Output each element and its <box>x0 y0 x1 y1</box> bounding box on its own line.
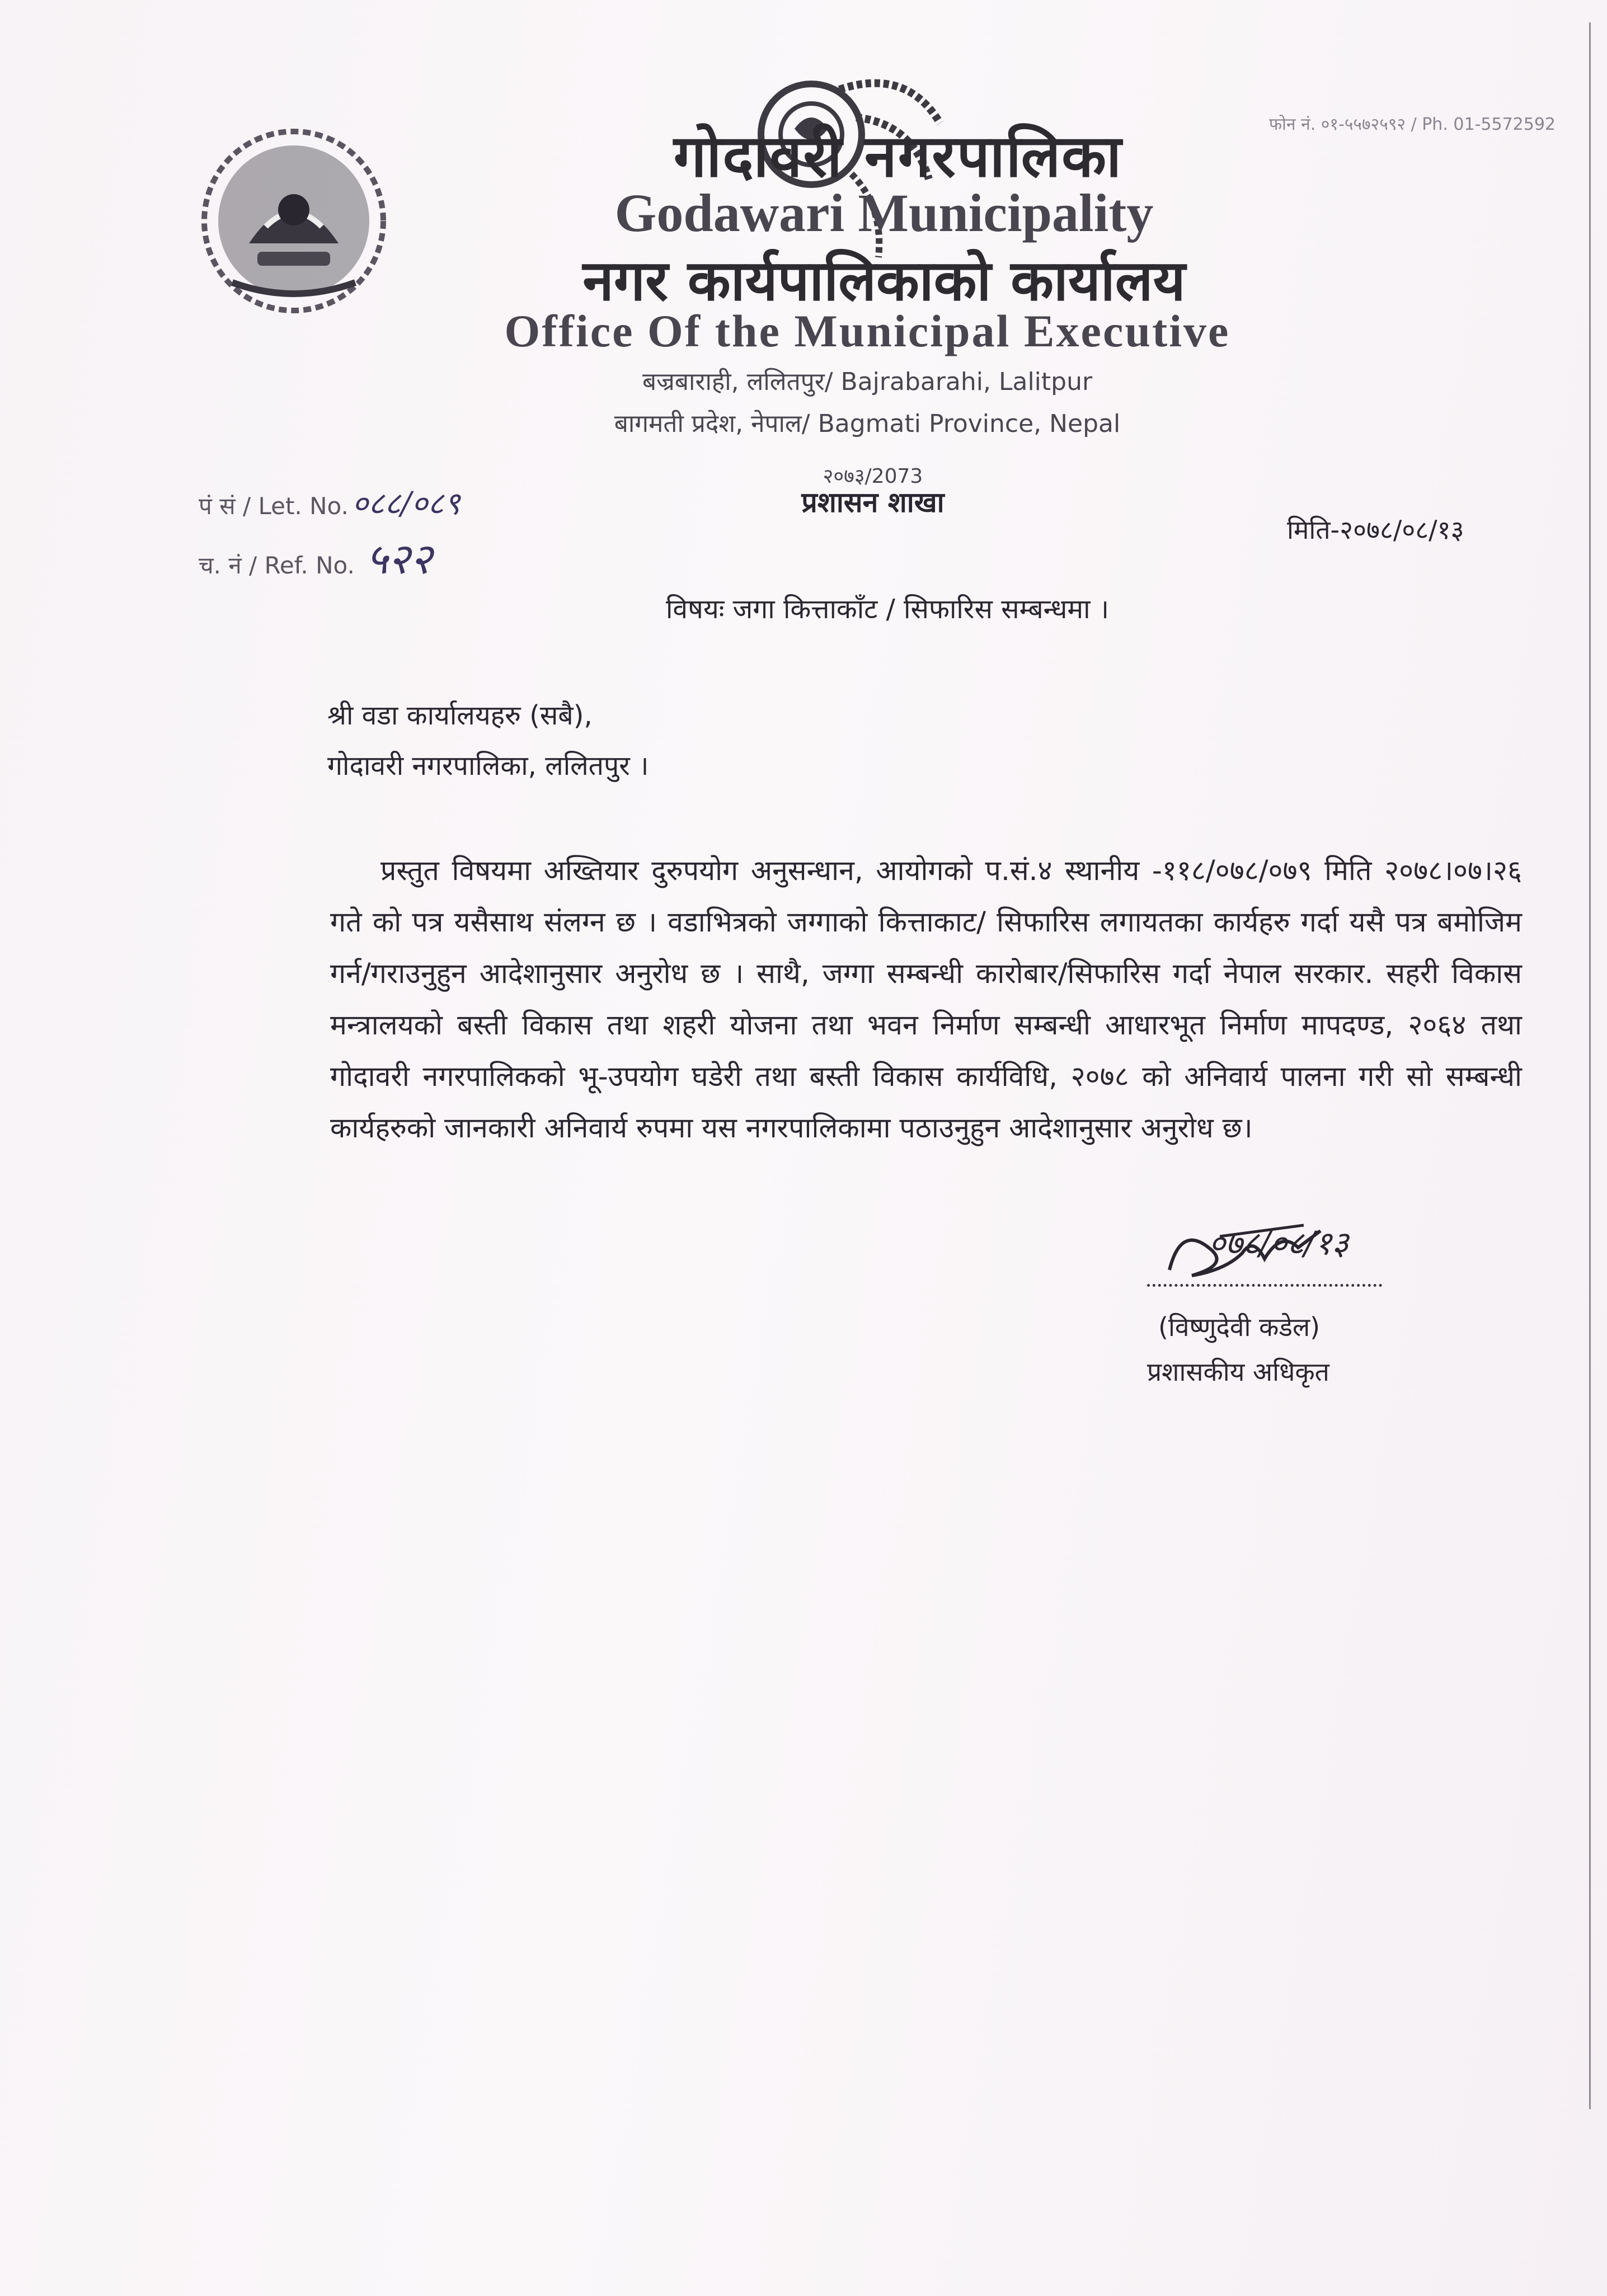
subject-line: विषयः जगा कित्ताकाँट / सिफारिस सम्बन्धमा । <box>666 594 1110 625</box>
office-name-nepali: नगर कार्यपालिकाको कार्यालय <box>582 247 1186 313</box>
branch-name: प्रशासन शाखा <box>801 486 945 519</box>
signature-line <box>1147 1284 1382 1287</box>
reference-number <box>199 529 432 586</box>
letter-body: प्रस्तुत विषयमा अख्तियार दुरुपयोग अनुसन्धान, आयोगको प.सं.४ स्थानीय -११८/०७८/०७९ मिति २०७८।०७।२६ गते को पत्र यसैसाथ संलग्न छ । वडाभित्रको जग्गाको कित्ताकाट/ सिफारिस लगायतका कार्यहरु गर्दा यसै पत्र बमोजिम गर्न/गराउनुहुन आदेशानुसार अनुरोध छ । साथै, जग्गा सम्बन्धी कारोबार/सिफारिस गर्दा नेपाल सरकार. सहरी विकास मन्त्रालयको बस्ती विकास तथा शहरी योजना तथा भवन निर्माण सम्बन्धी आधारभूत निर्माण मापदण्ड, २०६४ तथा गोदावरी नगरपालिकको भू-उपयोग घडेरी तथा बस्ती विकास कार्यविधि, २०७८ को अनिवार्य पालना गरी सो सम्बन्धी कार्यहरुको जानकारी अनिवार्य रुपमा यस नगरपालिकामा पठाउनुहुन आदेशानुसार अनुरोध छ। <box>330 854 1522 1144</box>
letter-number-value: ०८८/०८९ <box>351 486 461 522</box>
government-emblem-icon <box>199 126 389 316</box>
page-edge-line <box>1589 22 1591 2109</box>
letter-number <box>199 481 460 524</box>
address-line-1: बज्रबाराही, ललितपुर/ Bajrabarahi, Lalitpur <box>642 368 1093 396</box>
letter-number-label: पं सं / Let. No. <box>199 492 349 520</box>
office-name-english: Office Of the Municipal Executive <box>504 305 1230 356</box>
reference-number-label: च. नं / Ref. No. <box>199 552 355 579</box>
addressee-line-2: गोदावरी नगरपालिका, ललितपुर । <box>327 750 649 782</box>
phone-number: फोन नं. ०१-५५७२५९२ / Ph. 01-5572592 <box>1269 115 1556 134</box>
municipality-name-nepali: गोदावरी नगरपालिका <box>673 121 1123 190</box>
reference-number-value: ५२२ <box>365 534 433 584</box>
signatory-name: (विष्णुदेवी कडेल) <box>1158 1312 1321 1342</box>
addressee-line-1: श्री वडा कार्यालयहरु (सबै), <box>327 700 593 731</box>
letter-date: मिति-२०७८/०८/१३ <box>1287 515 1464 545</box>
fiscal-year: २०७३/2073 <box>823 465 923 488</box>
municipality-name-english: Godawari Municipality <box>614 183 1154 243</box>
signature-date: ०७८/०८/१३ <box>1209 1224 1349 1262</box>
address-line-2: बागमती प्रदेश, नेपाल/ Bagmati Province, Nepal <box>614 410 1121 438</box>
signatory-title: प्रशासकीय अधिकृत <box>1147 1357 1329 1387</box>
